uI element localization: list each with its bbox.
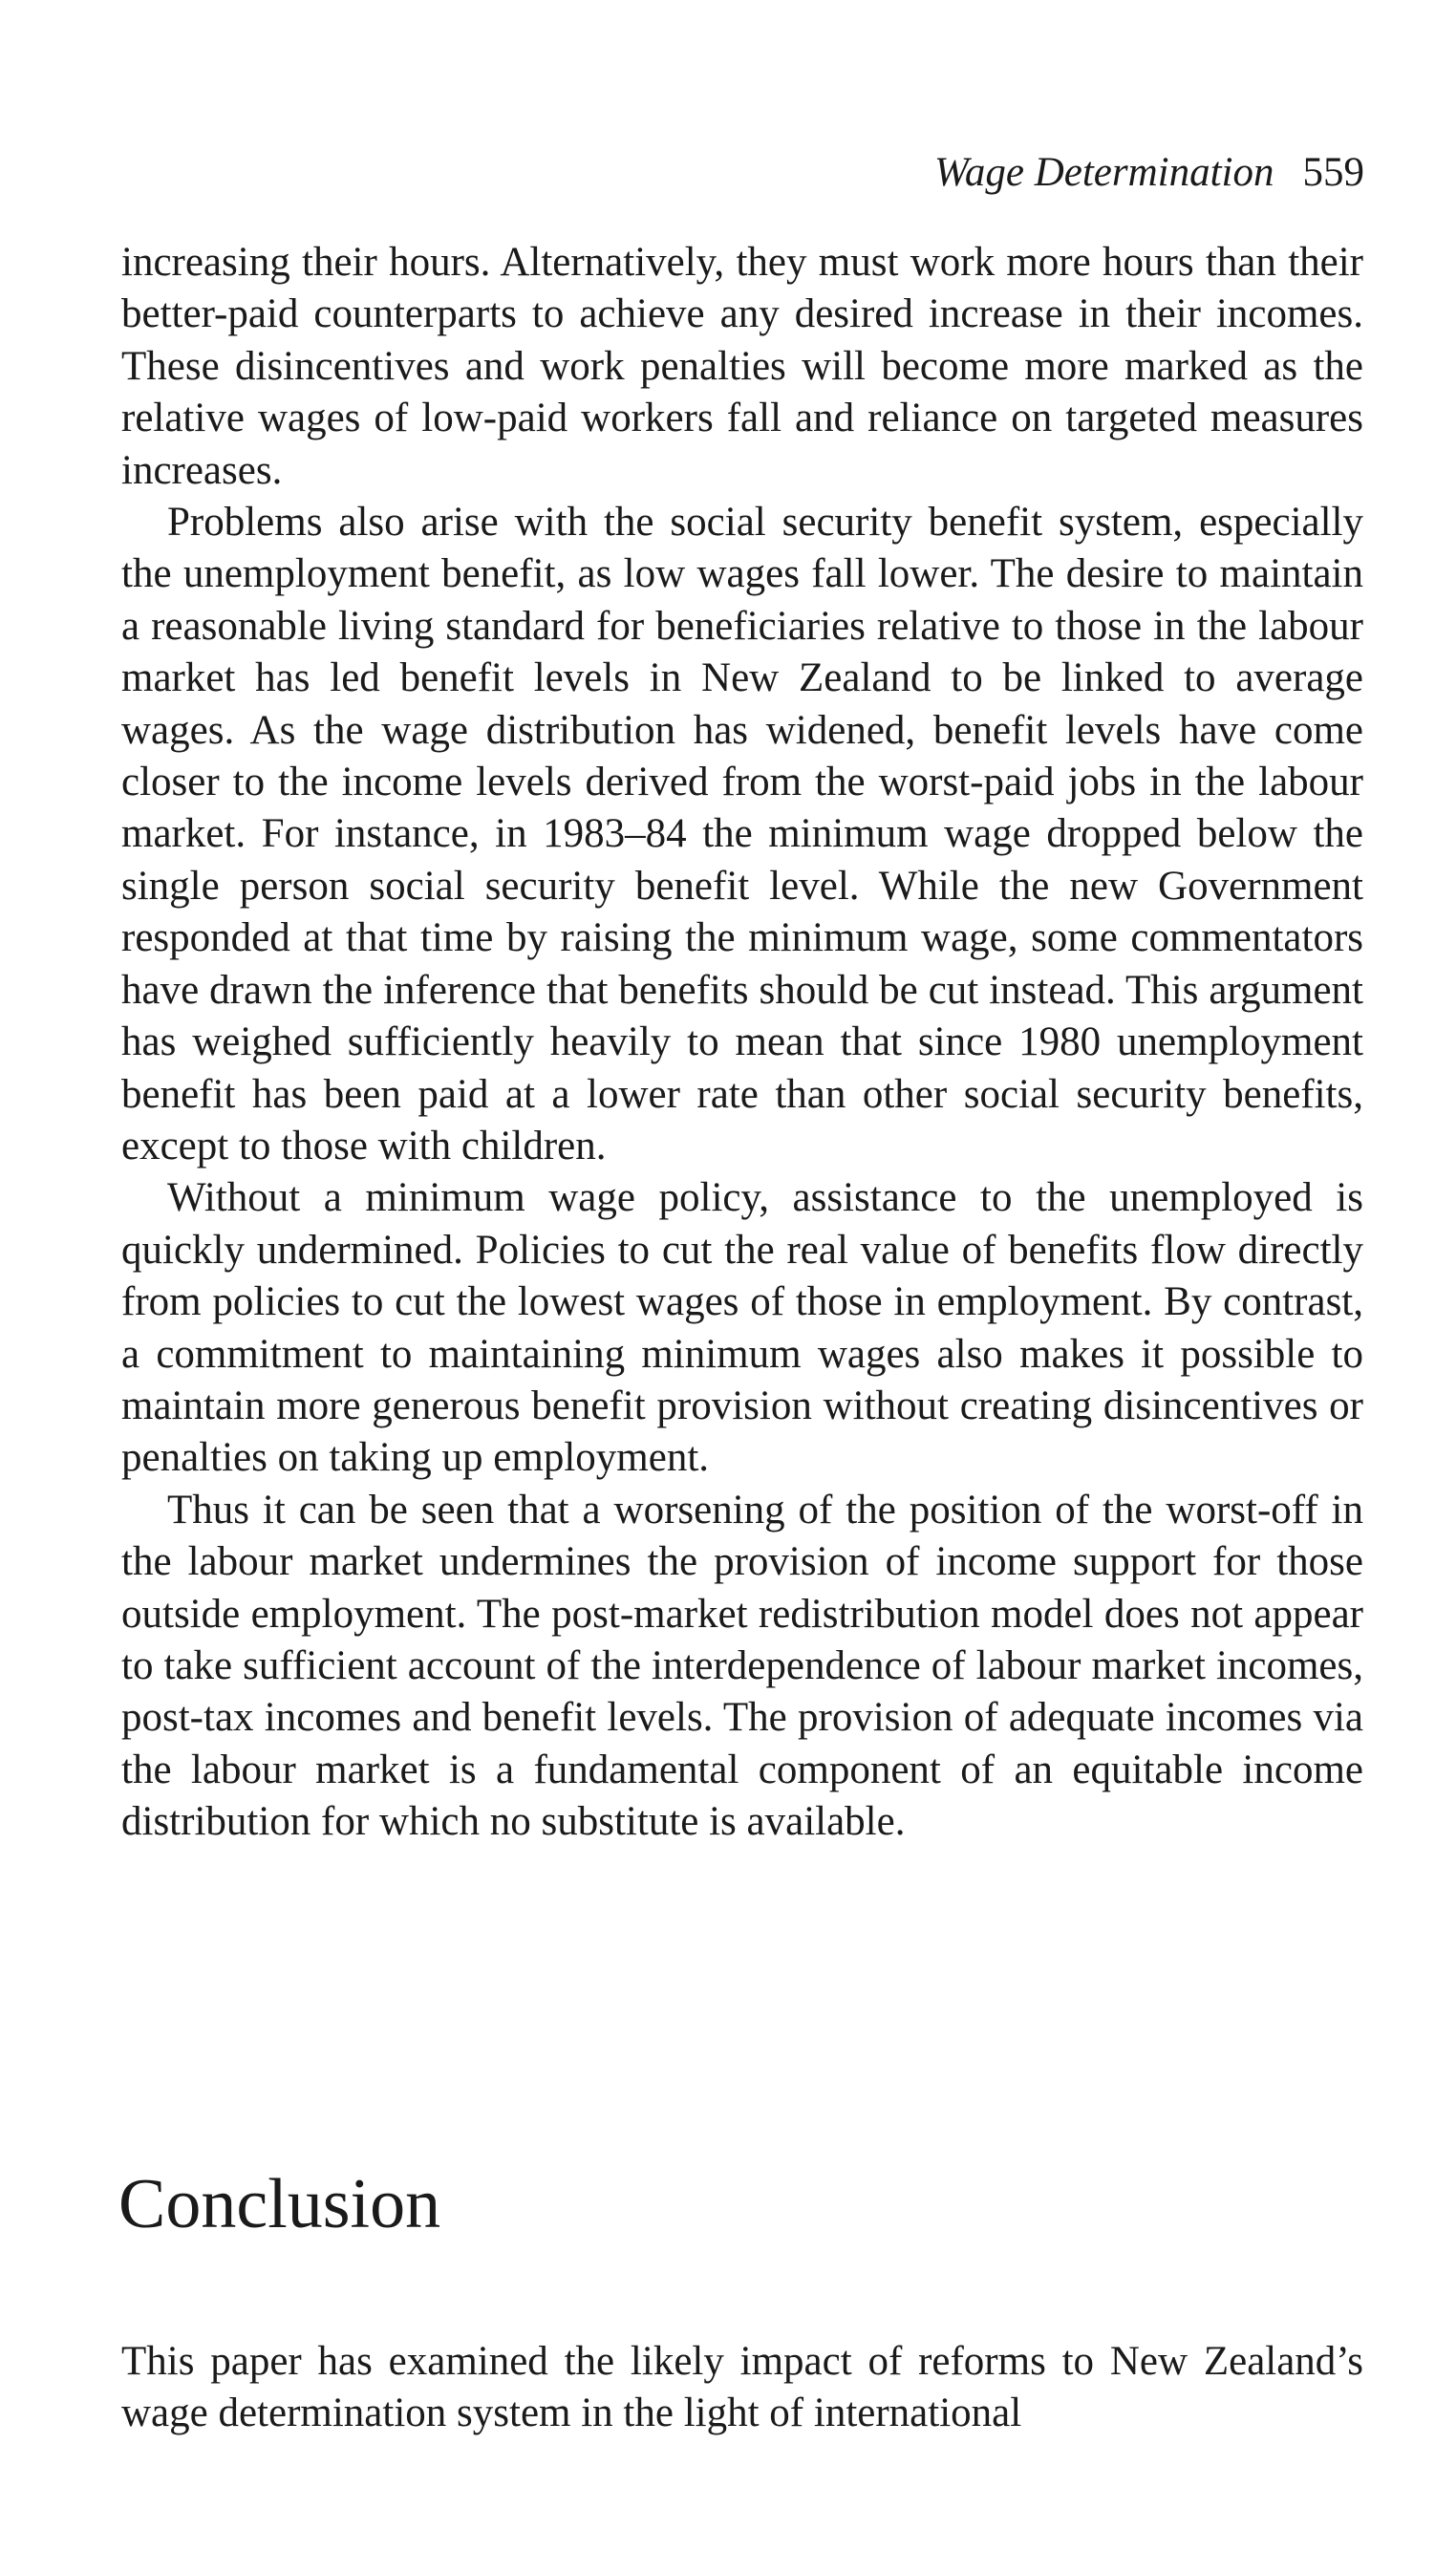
conclusion-body bbox=[121, 2336, 1363, 2440]
body-text bbox=[121, 237, 1363, 1849]
section-heading-conclusion: Conclusion bbox=[118, 2165, 441, 2243]
paragraph: Without a minimum wage policy, assistance to the unemployed is quickly undermined. Policies to cut the real value of benefits flow directly from policies to cut the lowest wages of those in employment. By contrast, a commitment to maintaining minimum wages also makes it possible to maintain more generous benefit provision without creating disincentives or penalties on taking up employment. bbox=[121, 1175, 1363, 1481]
paragraph: This paper has examined the likely impact of reforms to New Zealand’s wage determination system in the light of international bbox=[121, 2339, 1363, 2436]
running-head bbox=[934, 148, 1364, 198]
paragraph: increasing their hours. Alternatively, they must work more hours than their better-paid counterparts to achieve any desired increase in their incomes. These disincentives and work penalties will become more marked as the relative wages of low-paid workers fall and reliance on targeted measures increases. bbox=[121, 240, 1363, 493]
running-head-title: Wage Determination bbox=[933, 150, 1274, 195]
page-number: 559 bbox=[1302, 150, 1364, 195]
paragraph: Problems also arise with the social security benefit system, especially the unemployment benefit, as low wages fall lower. The desire to maintain a reasonable living standard for beneficiaries relative to those in the labour market has led benefit levels in New Zealand to be linked to average wages. As the wage distribution has widened, benefit levels have come closer to the income levels derived from the worst-paid jobs in the labour market. For instance, in 1983–84 the minimum wage dropped below the single person social security benefit level. While the new Government responded at that time by raising the minimum wage, some commentators have drawn the inference that benefits should be cut instead. This argument has weighed sufficiently heavily to mean that since 1980 unemployment benefit has been paid at a lower rate than other social security benefits, except to those with children. bbox=[121, 500, 1363, 1169]
paragraph: Thus it can be seen that a worsening of the position of the worst-off in the labour market undermines the provision of income support for those outside employment. The post-market redistribution model does not appear to take sufficient account of the interdependence of labour market incomes, post-tax incomes and benefit levels. The provision of adequate incomes via the labour market is a fundamental component of an equitable income distribution for which no substitute is available. bbox=[121, 1487, 1363, 1845]
